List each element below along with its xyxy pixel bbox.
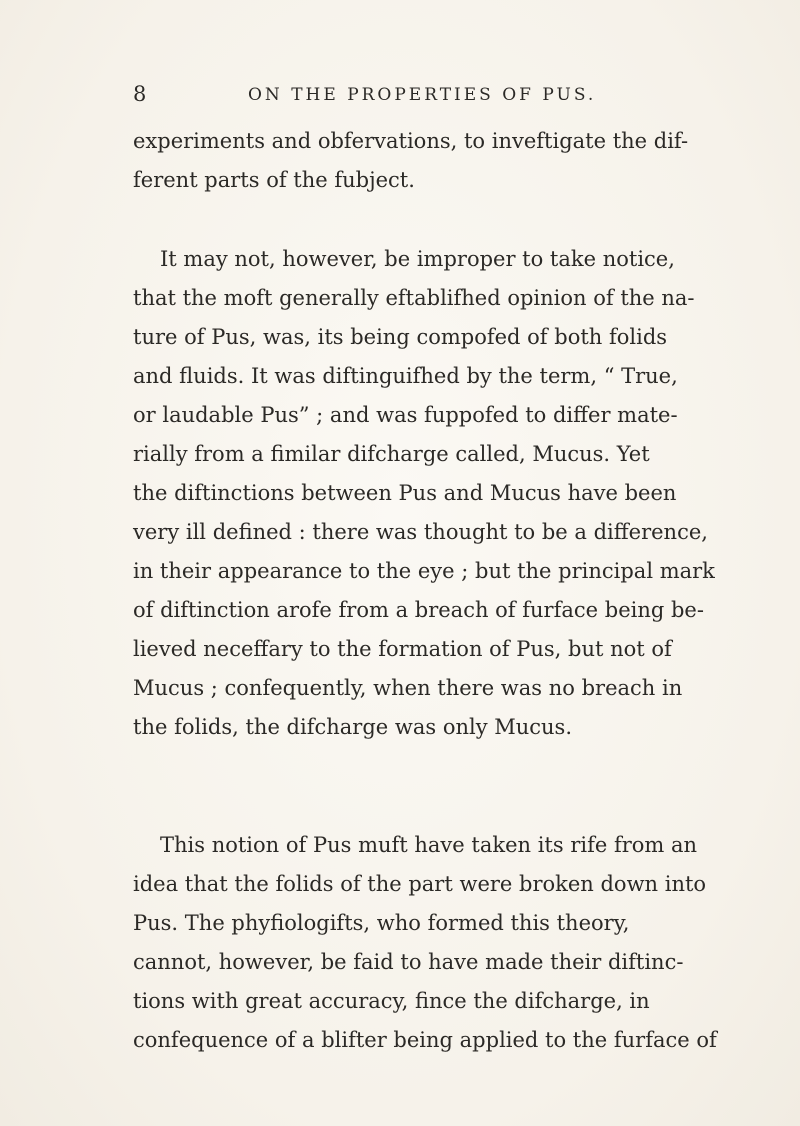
text-line: or laudable Pus” ; and was fuppofed to differ mate- — [133, 403, 678, 427]
page-number: 8 — [133, 82, 147, 106]
text-line: Mucus ; confequently, when there was no breach in — [133, 676, 683, 700]
text-line: very ill defined : there was thought to be a difference, — [133, 520, 708, 544]
paragraph-gap — [133, 747, 703, 826]
text-line: lieved neceffary to the formation of Pus, but not of — [133, 637, 672, 661]
text-line: the folids, the difcharge was only Mucus. — [133, 715, 573, 739]
text-line: This notion of Pus muft have taken its rife from an — [160, 833, 698, 857]
text-line: It may not, however, be improper to take notice, — [160, 247, 675, 271]
paragraph-1 — [133, 122, 703, 200]
text-line: the diftinctions between Pus and Mucus have been — [133, 481, 677, 505]
text-line: that the moft generally eftablifhed opinion of the na- — [133, 286, 695, 310]
text-line: of diftinction arofe from a breach of furface being be- — [133, 598, 704, 622]
text-line: idea that the folids of the part were broken down into — [133, 872, 707, 896]
text-line: confequence of a blifter being applied to the furface of — [133, 1028, 717, 1052]
text-line: ferent parts of the fubject. — [133, 168, 415, 192]
text-line: Pus. The phyfiologifts, who formed this theory, — [133, 911, 630, 935]
paragraph-2 — [133, 240, 715, 747]
paragraph-3 — [133, 826, 717, 1060]
text-line: ture of Pus, was, its being compofed of both folids — [133, 325, 668, 349]
text-line: experiments and obfervations, to inveftigate the dif- — [133, 129, 689, 153]
running-head: ON THE PROPERTIES OF PUS. — [248, 85, 597, 105]
text-line: in their appearance to the eye ; but the principal mark — [133, 559, 715, 583]
page-header — [133, 82, 693, 116]
body-text — [133, 122, 717, 1060]
text-line: cannot, however, be faid to have made their diftinc- — [133, 950, 684, 974]
text-line: and fluids. It was diftinguifhed by the term, “ True, — [133, 364, 678, 388]
paragraph-gap — [133, 200, 703, 240]
text-line: rially from a fimilar difcharge called, Mucus. Yet — [133, 442, 650, 466]
text-line: tions with great accuracy, fince the difcharge, in — [133, 989, 650, 1013]
